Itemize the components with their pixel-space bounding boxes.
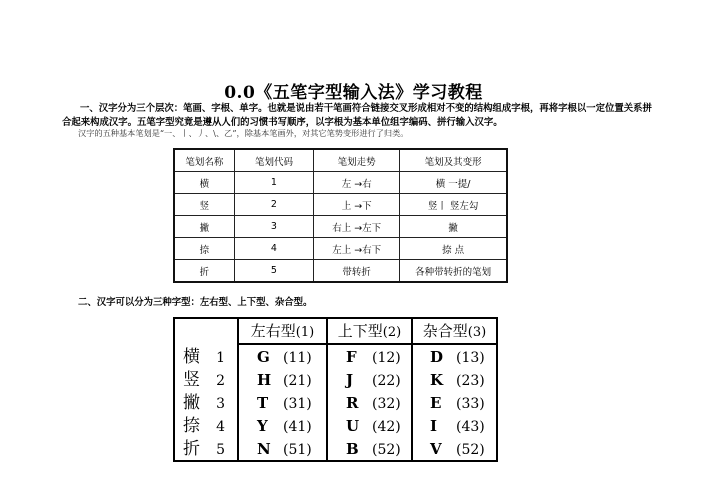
type-header-mixed: [413, 320, 496, 342]
table-cell: 各种带转折的笔划: [400, 260, 507, 283]
key-cell: [430, 414, 485, 437]
row-label: [183, 437, 233, 460]
key-letter: N: [257, 440, 271, 458]
key-code: (43): [456, 419, 485, 435]
key-letter: T: [257, 394, 269, 412]
key-letter: Y: [257, 417, 268, 435]
stroke-table-header: 笔划代码: [234, 149, 313, 172]
key-cell: [430, 368, 485, 391]
table-cell: 5: [234, 260, 313, 283]
key-code: (22): [372, 373, 401, 389]
row-stroke: 横: [183, 347, 200, 367]
key-code: (51): [283, 442, 312, 458]
table-cell: 捺 点: [400, 238, 507, 260]
key-cell: [257, 414, 312, 437]
stroke-table-header-row: [174, 149, 507, 172]
table-cell: 横 一提/: [400, 172, 507, 194]
type-header-label: 左右型: [250, 322, 296, 340]
key-cell: [257, 437, 312, 460]
row-number: 4: [216, 419, 225, 435]
table-cell: 折: [174, 260, 234, 283]
key-code: (52): [372, 442, 401, 458]
table-row: [174, 194, 507, 216]
row-stroke: 折: [183, 439, 200, 459]
table-cell: 4: [234, 238, 313, 260]
row-number: 2: [216, 373, 225, 389]
stroke-table-header: 笔划走势: [314, 149, 400, 172]
row-number: 3: [216, 396, 225, 412]
table-cell: 左 →右: [314, 172, 400, 194]
row-stroke: 竖: [183, 370, 200, 390]
table-cell: 2: [234, 194, 313, 216]
type-header-label: 上下型: [337, 322, 383, 340]
row-stroke: 撇: [183, 393, 200, 413]
table-row: [174, 238, 507, 260]
row-number: 5: [216, 442, 225, 458]
key-code: (12): [372, 350, 401, 366]
key-letter: V: [430, 440, 442, 458]
key-letter: B: [346, 440, 359, 458]
key-cell: [257, 345, 312, 368]
table-row: [174, 260, 507, 283]
key-letter: E: [430, 394, 442, 412]
type-header-num: (1): [295, 325, 315, 340]
row-number: 1: [216, 350, 225, 366]
key-code: (21): [283, 373, 312, 389]
key-cell: [346, 391, 401, 414]
type-table: [173, 317, 498, 462]
key-code: (32): [372, 396, 401, 412]
key-letter: K: [430, 371, 444, 389]
key-code: (41): [283, 419, 312, 435]
table-cell: 竖: [174, 194, 234, 216]
table-cell: 横: [174, 172, 234, 194]
stroke-table-header: 笔划及其变形: [400, 149, 507, 172]
type-header-num: (2): [382, 325, 402, 340]
key-cell: [430, 345, 485, 368]
table-cell: 上 →下: [314, 194, 400, 216]
table-cell: 捺: [174, 238, 234, 260]
page-title: 0.0《五笔字型输入法》学习教程: [224, 83, 483, 103]
type-header-top-bottom: [328, 320, 411, 342]
table-row: [174, 216, 507, 238]
key-letter: G: [257, 348, 270, 366]
key-code: (23): [456, 373, 485, 389]
stroke-table-header: 笔划名称: [174, 149, 234, 172]
key-cell: [346, 437, 401, 460]
intro-paragraph: 一、汉字分为三个层次：笔画、字根、单字。也就是说由若干笔画符合链接交叉形成相对不变的结构组成字根，再将字根以一定位置关系拼合起来构成汉字。五笔字型究竟是遵从人们的习惯书写顺序，以字根为基本单位组字编码、拼行输入汉字。: [62, 103, 652, 128]
row-label: [183, 391, 233, 414]
key-code: (31): [283, 396, 312, 412]
table-cell: 1: [234, 172, 313, 194]
key-code: (13): [456, 350, 485, 366]
key-cell: [346, 368, 401, 391]
key-letter: I: [430, 417, 438, 435]
key-letter: D: [430, 348, 444, 366]
type-header-label: 杂合型: [422, 322, 468, 340]
key-cell: [257, 391, 312, 414]
key-cell: [346, 345, 401, 368]
key-letter: U: [346, 417, 360, 435]
key-letter: H: [257, 371, 272, 389]
section-2-heading: 二、汉字可以分为三种字型：左右型、上下型、杂合型。: [78, 297, 313, 308]
table-cell: 竖丨 竖左勾: [400, 194, 507, 216]
stroke-note: 汉字的五种基本笔划是“一、丨、丿、\、乙”，除基本笔画外，对其它笔势变形进行了归类。: [78, 128, 409, 138]
table-cell: 带转折: [314, 260, 400, 283]
stroke-table: [173, 148, 508, 283]
key-cell: [346, 414, 401, 437]
key-cell: [257, 368, 312, 391]
table-cell: 3: [234, 216, 313, 238]
key-letter: J: [346, 371, 354, 389]
key-cell: [430, 437, 485, 460]
type-header-left-right: [239, 320, 326, 342]
key-letter: R: [346, 394, 359, 412]
row-label: [183, 414, 233, 437]
key-code: (42): [372, 419, 401, 435]
row-label: [183, 368, 233, 391]
table-cell: 撇: [174, 216, 234, 238]
key-code: (11): [283, 350, 312, 366]
table-cell: 撇: [400, 216, 507, 238]
table-row: [174, 172, 507, 194]
type-header-num: (3): [467, 325, 487, 340]
key-cell: [430, 391, 485, 414]
key-letter: F: [346, 348, 357, 366]
key-code: (52): [456, 442, 485, 458]
key-code: (33): [456, 396, 485, 412]
row-label: [183, 345, 233, 368]
row-stroke: 捺: [183, 416, 200, 436]
table-cell: 右上 →左下: [314, 216, 400, 238]
table-cell: 左上 →右下: [314, 238, 400, 260]
